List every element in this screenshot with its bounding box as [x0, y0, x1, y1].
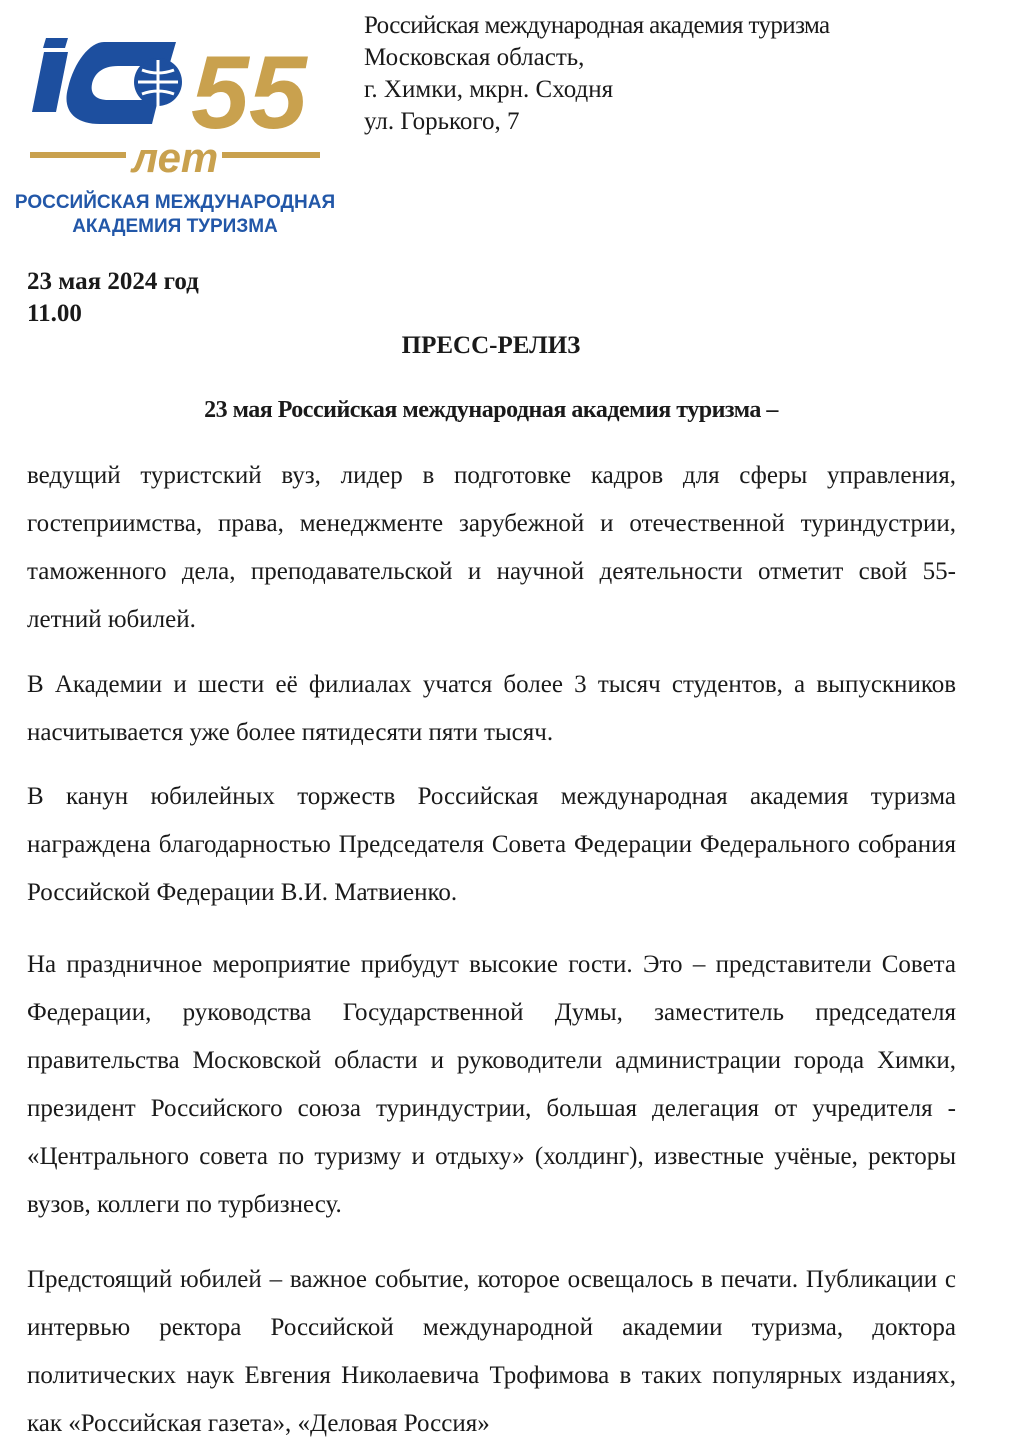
address-organization: Российская международная академия туризма [364, 12, 830, 39]
document-title: ПРЕСС-РЕЛИЗ [401, 332, 581, 359]
academy-logo [6, 30, 344, 240]
body-paragraph: Предстоящий юбилей – важное событие, которое освещалось в печати. Публикации с интервью ректора Российской международной академии туризма, доктора политических наук Евгения Николаевича Трофимова в таких популярных изданиях, как «Российская газета», «Деловая Россия» [27, 1266, 956, 1437]
release-date: 23 мая 2024 год [27, 268, 199, 295]
logo-left-rule [30, 152, 126, 158]
logo-globe-mark [66, 42, 182, 124]
address-street: ул. Горького, 7 [364, 108, 520, 135]
release-time: 11.00 [27, 300, 82, 327]
press-release-body [27, 452, 956, 1448]
logo-years-text: лет [132, 134, 219, 181]
logo-i-mark [32, 38, 68, 112]
body-paragraph: На праздничное мероприятие прибудут высокие гости. Это – представители Совета Федерации, руководства Государственной Думы, заместитель председателя правительства Московской области и руководители администрации города Химки, президент Российского союза туриндустрии, большая делегация от учредителя - «Центрального совета по туризму и отдыху» (холдинг), известные учёные, ректоры вузов, коллеги по турбизнесу. [27, 951, 956, 1218]
body-paragraph: В Академии и шести её филиалах учатся более 3 тысяч студентов, а выпускников насчитывается уже более пятидесяти пяти тысяч. [27, 671, 956, 746]
sender-address [364, 10, 830, 138]
document-subtitle: 23 мая Российская международная академия туризма – [204, 397, 778, 423]
logo-right-rule [222, 152, 320, 158]
logo-caption-line2: АКАДЕМИЯ ТУРИЗМА [72, 216, 278, 237]
body-paragraph: В канун юбилейных торжеств Российская международная академия туризма награждена благодарностью Председателя Совета Федерации Федерального собрания Российской Федерации В.И. Матвиенко. [27, 783, 956, 906]
logo-55-text: 55 [191, 35, 307, 151]
body-paragraph: ведущий туристский вуз, лидер в подготовке кадров для сферы управления, гостеприимства, права, менеджменте зарубежной и отечественной туриндустрии, таможенного дела, преподавательской и научной деятельности отметит свой 55-летний юбилей. [27, 462, 956, 633]
address-region: Московская область, [364, 44, 585, 71]
release-date-block [27, 266, 199, 330]
logo-caption-line1: РОССИЙСКАЯ МЕЖДУНАРОДНАЯ [14, 192, 336, 213]
address-city: г. Химки, мкрн. Сходня [364, 76, 614, 103]
